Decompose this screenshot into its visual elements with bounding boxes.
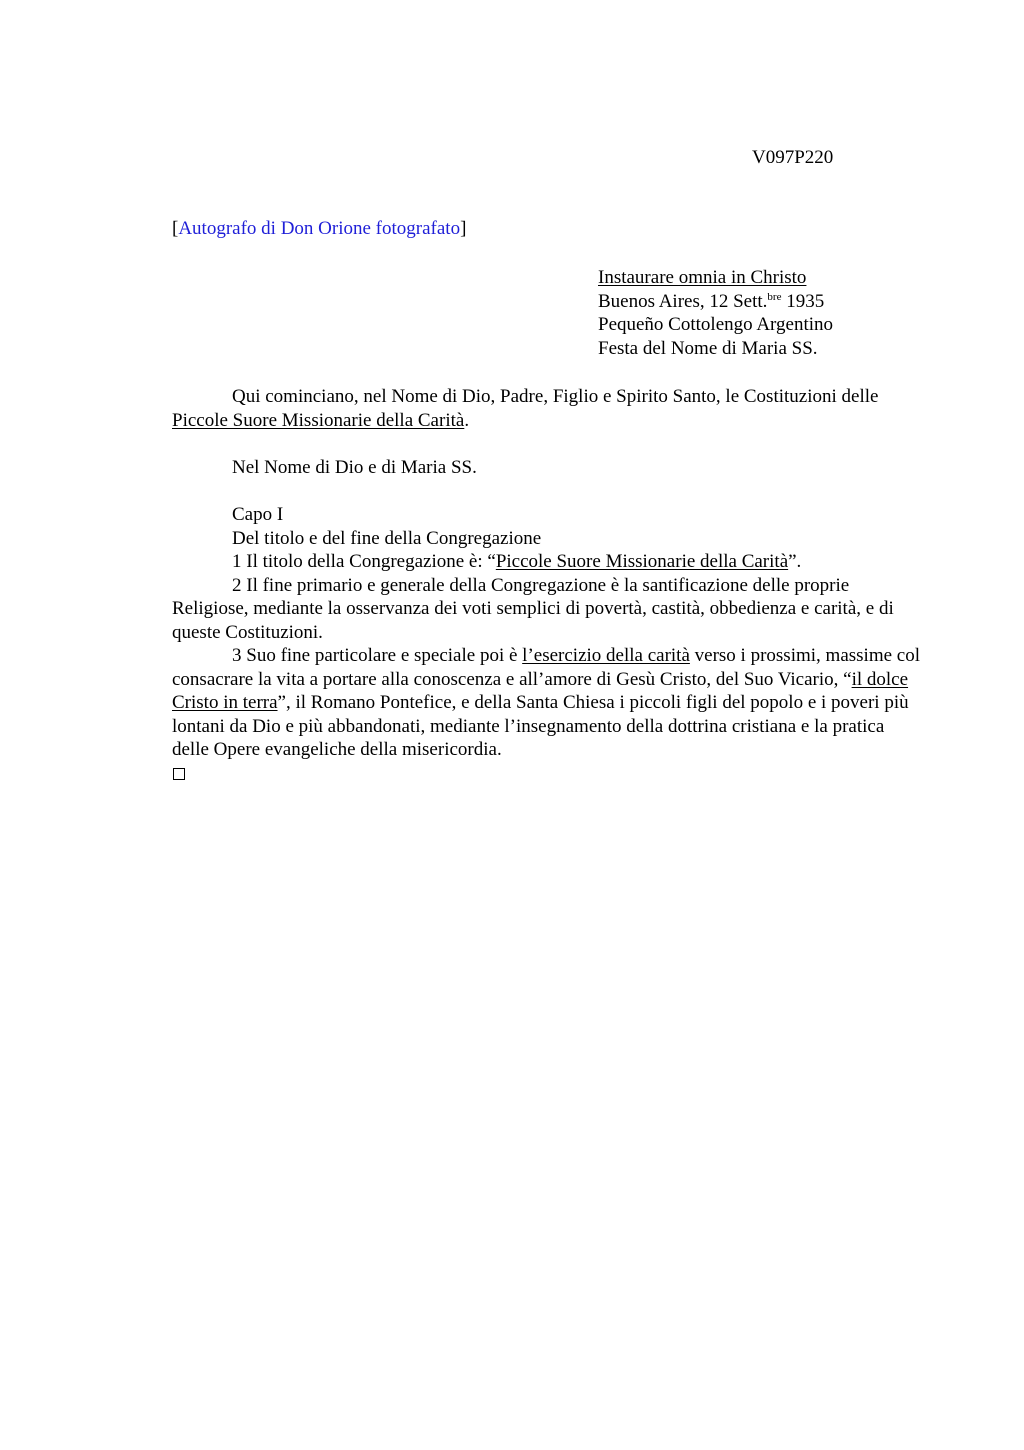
- letter-header: [598, 266, 833, 361]
- invocation-paragraph: [172, 456, 924, 480]
- open-bracket: [: [172, 218, 179, 239]
- date-superscript: bre: [767, 290, 782, 303]
- close-bracket: ]: [460, 218, 467, 239]
- article-1-text: 1 Il titolo della Congregazione è: “: [232, 551, 496, 572]
- page-identifier: V097P220: [752, 147, 834, 168]
- article-2: 2 Il fine primario e generale della Congregazione è la santificazione delle proprie Religiose, mediante la osservanza dei voti semplici di povertà, castità, obbedienza e carità, e di queste Costituzioni.: [172, 574, 894, 643]
- autograph-note: [172, 218, 466, 240]
- article-1: [172, 550, 924, 574]
- article-3-text: 3 Suo fine particolare e speciale poi è: [232, 645, 523, 666]
- motto: Instaurare omnia in Christo: [598, 267, 807, 288]
- article-3-end: ”, il Romano Pontefice, e della Santa Chiesa i piccoli figli del popolo e i poveri più lontani da Dio e più abbandonati, mediante l’insegnamento della dottrina cristiana e la pratica delle Opere evangeliche della misericordia.: [172, 692, 909, 760]
- feast: Festa del Nome di Maria SS.: [598, 338, 818, 360]
- autograph-link[interactable]: Autografo di Don Orione fotografato: [178, 218, 461, 239]
- congregation-name: Piccole Suore Missionarie della Carità: [172, 409, 465, 431]
- intro-end: .: [464, 409, 470, 431]
- article-3-underline-2: il dolce Cristo in terra: [172, 668, 909, 713]
- end-marker-box: [173, 768, 185, 780]
- article-1-name: Piccole Suore Missionarie della Carità: [495, 551, 789, 572]
- chapter-number: Capo I: [232, 504, 284, 525]
- article-1-end: ”.: [788, 551, 802, 572]
- article-3: [172, 644, 924, 762]
- date-place: [598, 290, 833, 314]
- institution: Pequeño Cottolengo Argentino: [598, 314, 834, 336]
- intro-text: Qui cominciano, nel Nome di Dio, Padre, Figlio e Spirito Santo, le Costituzioni delle: [232, 386, 879, 407]
- invocation: Nel Nome di Dio e di Maria SS.: [232, 457, 477, 478]
- chapter-title: Del titolo e del fine della Congregazione: [232, 527, 542, 549]
- date-place-text: Buenos Aires, 12 Sett.: [598, 290, 768, 312]
- date-year: 1935: [781, 290, 825, 312]
- article-3-underline-1: l’esercizio della carità: [522, 645, 690, 666]
- chapter-section: [172, 503, 924, 762]
- article-3-middle: verso i prossimi, massime col consacrare la vita a portare alla conoscenza e all’amore di Gesù Cristo, del Suo Vicario, “: [172, 645, 920, 690]
- intro-paragraph: [172, 385, 924, 432]
